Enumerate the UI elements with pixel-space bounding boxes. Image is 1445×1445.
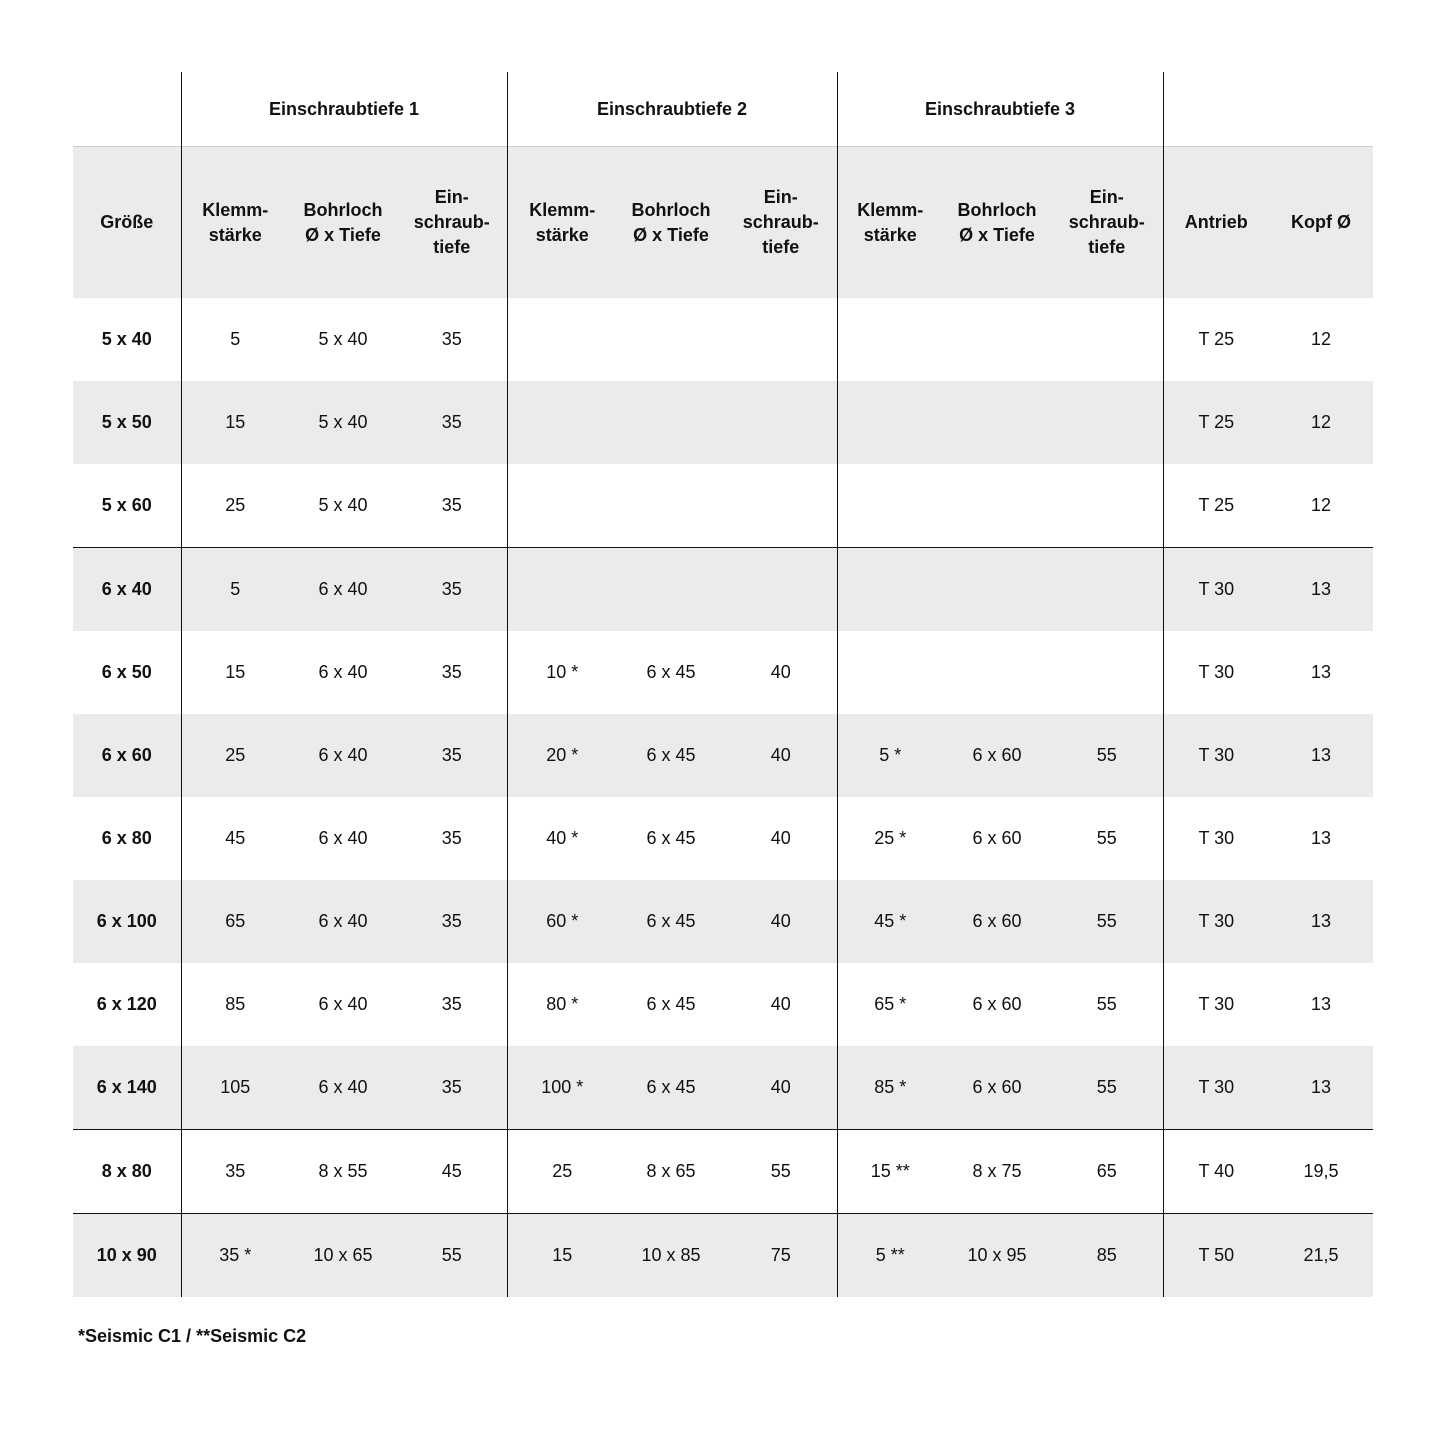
cell-einschraubtiefe-2: 75 [725,1214,837,1298]
header-einschraubtiefe-3: Ein- schraub- tiefe [1051,147,1163,299]
cell-bohrloch-1: 5 x 40 [318,329,368,349]
cell-einschraubtiefe-1: 35 [441,994,462,1014]
header-kopf: Kopf Ø [1269,147,1373,299]
table-row [73,963,1373,1046]
cell-klemmstaerke-2: 20 * [507,714,617,797]
cell-bohrloch-2: 6 x 45 [646,994,696,1014]
cell-size: 8 x 80 [73,1130,181,1214]
cell-einschraubtiefe-2: 40 [770,994,791,1014]
cell-kopf: 13 [1311,994,1332,1014]
cell-klemmstaerke-2 [507,298,617,381]
header-antrieb: Antrieb [1163,147,1269,299]
cell-bohrloch-2: 6 x 45 [646,662,696,682]
cell-size: 5 x 60 [101,495,152,515]
cell-antrieb: T 30 [1163,1046,1269,1130]
header-klemmstaerke-2: Klemm- stärke [507,147,617,299]
group-header-empty-right [1163,72,1373,147]
cell-bohrloch-3: 6 x 60 [943,1046,1051,1130]
cell-bohrloch-2: 6 x 45 [617,880,725,963]
cell-bohrloch-3: 8 x 75 [943,1130,1051,1214]
cell-klemmstaerke-3 [837,631,943,714]
cell-kopf: 21,5 [1269,1214,1373,1298]
cell-size: 10 x 90 [73,1214,181,1298]
cell-antrieb: T 25 [1163,381,1269,464]
cell-bohrloch-3 [943,298,1051,381]
cell-einschraubtiefe-3: 55 [1051,714,1163,797]
cell-size: 6 x 40 [73,548,181,632]
cell-einschraubtiefe-3: 65 [1051,1130,1163,1214]
table-body [73,298,1373,1297]
cell-klemmstaerke-1: 105 [181,1046,289,1130]
cell-einschraubtiefe-2: 55 [725,1130,837,1214]
table-row [73,298,1373,381]
header-klemmstaerke-3: Klemm- stärke [837,147,943,299]
cell-einschraubtiefe-1: 55 [397,1214,507,1298]
cell-einschraubtiefe-1: 45 [397,1130,507,1214]
cell-bohrloch-2 [617,464,725,548]
cell-bohrloch-3: 6 x 60 [943,880,1051,963]
header-einschraubtiefe-1: Ein- schraub- tiefe [397,147,507,299]
specification-table [73,72,1373,1297]
cell-bohrloch-2 [617,548,725,632]
cell-kopf: 13 [1269,880,1373,963]
cell-einschraubtiefe-2 [725,548,837,632]
cell-antrieb: T 25 [1163,464,1269,548]
cell-kopf: 13 [1269,714,1373,797]
cell-kopf: 19,5 [1269,1130,1373,1214]
cell-einschraubtiefe-2 [725,381,837,464]
cell-kopf: 13 [1311,662,1332,682]
cell-bohrloch-1: 6 x 40 [289,1046,397,1130]
header-bohrloch-2: Bohrloch Ø x Tiefe [617,147,725,299]
cell-size: 6 x 80 [101,828,152,848]
cell-einschraubtiefe-1: 35 [397,880,507,963]
cell-einschraubtiefe-2: 40 [770,662,791,682]
cell-klemmstaerke-1: 25 [181,464,289,548]
cell-klemmstaerke-3 [837,464,943,548]
cell-einschraubtiefe-1: 35 [441,828,462,848]
cell-einschraubtiefe-1: 35 [397,548,507,632]
table-row [73,381,1373,464]
cell-klemmstaerke-1: 5 [181,298,289,381]
cell-bohrloch-1: 6 x 40 [289,548,397,632]
cell-einschraubtiefe-1: 35 [397,381,507,464]
cell-bohrloch-1: 5 x 40 [289,381,397,464]
table-row [73,797,1373,880]
cell-antrieb: T 50 [1163,1214,1269,1298]
cell-kopf: 12 [1311,329,1332,349]
cell-size: 5 x 50 [73,381,181,464]
cell-kopf: 12 [1311,495,1332,515]
cell-bohrloch-3: 6 x 60 [972,828,1022,848]
cell-klemmstaerke-1: 45 [181,797,289,880]
cell-klemmstaerke-3 [837,381,943,464]
cell-einschraubtiefe-1: 35 [441,495,462,515]
group-header-einschraubtiefe-3: Einschraubtiefe 3 [837,72,1163,147]
cell-klemmstaerke-1: 15 [181,631,289,714]
cell-bohrloch-2: 6 x 45 [617,1046,725,1130]
cell-klemmstaerke-3 [837,548,943,632]
cell-einschraubtiefe-2 [725,464,837,548]
cell-bohrloch-3: 10 x 95 [943,1214,1051,1298]
cell-bohrloch-1: 6 x 40 [318,994,368,1014]
footnote: *Seismic C1 / **Seismic C2 [78,1326,307,1346]
cell-size: 5 x 40 [101,329,152,349]
group-header-row [73,72,1373,147]
cell-bohrloch-3 [943,631,1051,714]
cell-klemmstaerke-3: 45 * [837,880,943,963]
cell-bohrloch-2 [617,381,725,464]
cell-einschraubtiefe-3: 55 [1096,828,1117,848]
cell-bohrloch-1: 6 x 40 [289,714,397,797]
cell-klemmstaerke-2: 100 * [507,1046,617,1130]
cell-klemmstaerke-3: 15 ** [837,1130,943,1214]
cell-einschraubtiefe-2: 40 [725,1046,837,1130]
cell-antrieb: T 25 [1163,298,1269,381]
cell-klemmstaerke-1: 25 [181,714,289,797]
cell-bohrloch-3: 6 x 60 [972,994,1022,1014]
cell-klemmstaerke-3: 25 * [837,797,943,880]
group-header-einschraubtiefe-1: Einschraubtiefe 1 [181,72,507,147]
cell-klemmstaerke-1: 85 [181,963,289,1046]
cell-klemmstaerke-1: 35 [181,1130,289,1214]
cell-klemmstaerke-3: 5 ** [837,1214,943,1298]
cell-klemmstaerke-2 [507,464,617,548]
cell-bohrloch-2: 6 x 45 [617,714,725,797]
header-bohrloch-3: Bohrloch Ø x Tiefe [943,147,1051,299]
table-row [73,1046,1373,1130]
table-row [73,1130,1373,1214]
table-row [73,548,1373,632]
cell-einschraubtiefe-1: 35 [397,714,507,797]
group-header-empty [73,72,181,147]
cell-antrieb: T 30 [1163,797,1269,880]
cell-antrieb: T 30 [1163,963,1269,1046]
table-row [73,714,1373,797]
cell-antrieb: T 30 [1163,631,1269,714]
cell-klemmstaerke-2: 10 * [507,631,617,714]
cell-bohrloch-1: 5 x 40 [318,495,368,515]
cell-klemmstaerke-1: 35 * [181,1214,289,1298]
cell-klemmstaerke-1: 5 [181,548,289,632]
cell-einschraubtiefe-2 [725,298,837,381]
cell-einschraubtiefe-3: 55 [1051,1046,1163,1130]
cell-size: 6 x 50 [101,662,152,682]
header-bohrloch-1: Bohrloch Ø x Tiefe [289,147,397,299]
cell-antrieb: T 30 [1163,714,1269,797]
cell-einschraubtiefe-2: 40 [725,714,837,797]
cell-antrieb: T 30 [1163,880,1269,963]
cell-einschraubtiefe-1: 35 [441,329,462,349]
cell-size: 6 x 120 [96,994,157,1014]
group-header-einschraubtiefe-2: Einschraubtiefe 2 [507,72,837,147]
table-row [73,464,1373,548]
table-row [73,880,1373,963]
cell-klemmstaerke-3: 85 * [837,1046,943,1130]
cell-kopf: 13 [1269,548,1373,632]
cell-klemmstaerke-2 [507,548,617,632]
cell-klemmstaerke-2: 25 [507,1130,617,1214]
cell-einschraubtiefe-3 [1051,631,1163,714]
header-size: Größe [73,147,181,299]
cell-bohrloch-1: 10 x 65 [289,1214,397,1298]
cell-einschraubtiefe-1: 35 [441,662,462,682]
cell-klemmstaerke-2 [507,381,617,464]
cell-kopf: 13 [1311,828,1332,848]
cell-size: 6 x 140 [73,1046,181,1130]
cell-bohrloch-3 [943,548,1051,632]
cell-bohrloch-1: 8 x 55 [289,1130,397,1214]
cell-einschraubtiefe-3: 55 [1051,880,1163,963]
cell-klemmstaerke-2: 40 * [507,797,617,880]
table-row [73,1214,1373,1298]
cell-bohrloch-2 [617,298,725,381]
table-row [73,631,1373,714]
cell-einschraubtiefe-3: 85 [1051,1214,1163,1298]
cell-antrieb: T 30 [1163,548,1269,632]
cell-bohrloch-1: 6 x 40 [318,828,368,848]
cell-einschraubtiefe-3 [1051,548,1163,632]
cell-bohrloch-3 [943,464,1051,548]
cell-klemmstaerke-3 [837,298,943,381]
cell-einschraubtiefe-3 [1051,298,1163,381]
cell-bohrloch-2: 8 x 65 [617,1130,725,1214]
cell-einschraubtiefe-3: 55 [1096,994,1117,1014]
cell-size: 6 x 60 [73,714,181,797]
cell-kopf: 13 [1269,1046,1373,1130]
cell-einschraubtiefe-2: 40 [725,880,837,963]
cell-bohrloch-3: 6 x 60 [943,714,1051,797]
cell-klemmstaerke-1: 15 [181,381,289,464]
cell-einschraubtiefe-2: 40 [770,828,791,848]
cell-size: 6 x 100 [73,880,181,963]
cell-bohrloch-3 [943,381,1051,464]
cell-bohrloch-2: 6 x 45 [646,828,696,848]
cell-klemmstaerke-2: 15 [507,1214,617,1298]
header-einschraubtiefe-2: Ein- schraub- tiefe [725,147,837,299]
cell-bohrloch-1: 6 x 40 [289,880,397,963]
cell-einschraubtiefe-3 [1051,464,1163,548]
header-klemmstaerke-1: Klemm- stärke [181,147,289,299]
cell-klemmstaerke-3: 65 * [837,963,943,1046]
cell-klemmstaerke-3: 5 * [837,714,943,797]
cell-kopf: 12 [1269,381,1373,464]
cell-einschraubtiefe-1: 35 [397,1046,507,1130]
cell-klemmstaerke-1: 65 [181,880,289,963]
column-header-row [73,147,1373,299]
cell-klemmstaerke-2: 60 * [507,880,617,963]
cell-einschraubtiefe-3 [1051,381,1163,464]
cell-klemmstaerke-2: 80 * [507,963,617,1046]
cell-bohrloch-2: 10 x 85 [617,1214,725,1298]
cell-antrieb: T 40 [1163,1130,1269,1214]
cell-bohrloch-1: 6 x 40 [318,662,368,682]
